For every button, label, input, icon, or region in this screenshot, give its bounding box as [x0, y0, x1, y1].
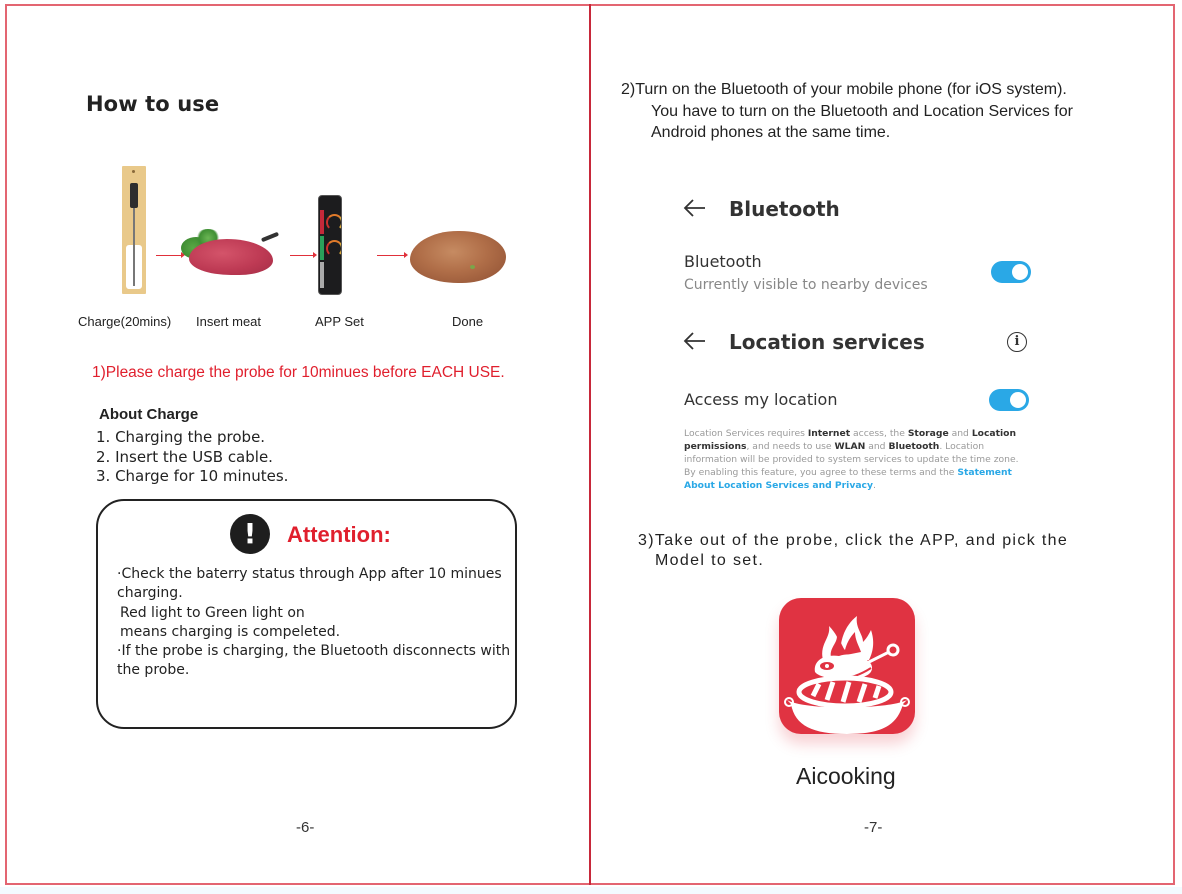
- attention-box: [96, 499, 517, 729]
- info-icon[interactable]: i: [1007, 332, 1027, 352]
- meat-with-probe-image: [181, 229, 277, 277]
- step-2-first-line: 2)Turn on the Bluetooth of your mobile phone (for iOS system).: [621, 81, 1067, 98]
- arrow-right-icon: [290, 255, 314, 256]
- arrow-right-icon: [156, 255, 182, 256]
- description-keyword: Internet: [807, 428, 851, 439]
- privacy-statement-link[interactable]: Statement About Location Services and Privacy: [684, 466, 1012, 491]
- step-label: Insert meat: [196, 314, 262, 329]
- list-item: 3. Charge for 10 minutes.: [96, 467, 289, 485]
- location-description: [684, 428, 1029, 493]
- privacy-link-suffix: .: [872, 479, 876, 491]
- step-label: APP Set: [315, 314, 364, 329]
- list-item: 1. Charging the probe.: [96, 428, 266, 446]
- bluetooth-setting-label: Bluetooth: [684, 252, 762, 271]
- description-keyword: Storage: [907, 428, 949, 439]
- attention-body: [117, 565, 512, 681]
- about-charge-list: [96, 428, 288, 487]
- probe-in-charger-image: [122, 166, 146, 294]
- step-2-continuation: You have to turn on the Bluetooth and Location Services for Android phones at the same time.: [651, 102, 1073, 141]
- description-text: . Location information will be provided to system services to update the time zone. By enabling this feature, you agree to these terms and the: [684, 440, 1019, 478]
- aicooking-app-icon[interactable]: [779, 598, 915, 734]
- left-page: [7, 6, 589, 883]
- description-keyword: Location permissions: [684, 428, 1017, 452]
- description-text: access, the: [850, 428, 908, 439]
- step-2-text: [621, 79, 1141, 144]
- right-page: [591, 6, 1173, 883]
- attention-line: Red light to Green light on: [120, 604, 305, 621]
- description-text: , and needs to use: [746, 440, 835, 452]
- bottom-margin: [0, 887, 1182, 894]
- page-number: -6-: [296, 819, 315, 836]
- cooked-steak-image: [410, 231, 506, 283]
- usage-steps: [7, 156, 589, 336]
- description-keyword: Bluetooth: [888, 440, 940, 452]
- attention-title: Attention:: [287, 522, 391, 547]
- phone-app-image: [318, 195, 342, 295]
- step-3-text: [638, 531, 1108, 571]
- bluetooth-toggle[interactable]: [991, 261, 1031, 283]
- list-item: 2. Insert the USB cable.: [96, 447, 273, 466]
- about-charge-title: About Charge: [99, 406, 199, 423]
- attention-line: means charging is compeleted.: [120, 623, 341, 640]
- charge-warning: 1)Please charge the probe for 10minues before EACH USE.: [92, 364, 505, 381]
- exclamation-icon: !: [230, 514, 270, 554]
- attention-line: ·Check the baterry status through App after 10 minues charging.: [117, 566, 502, 602]
- step-3-continuation: Model to set.: [655, 552, 765, 569]
- back-arrow-icon[interactable]: [683, 198, 707, 218]
- back-arrow-icon[interactable]: [683, 331, 707, 351]
- step-label: Done: [452, 314, 484, 329]
- description-text: and: [865, 440, 889, 452]
- description-text: Location Services requires: [684, 428, 808, 439]
- location-toggle[interactable]: [989, 389, 1029, 411]
- step-label: Charge(20mins): [78, 314, 172, 329]
- description-text: and: [948, 428, 972, 439]
- page-title: How to use: [86, 92, 220, 116]
- attention-line: ·If the probe is charging, the Bluetooth disconnects with the probe.: [117, 643, 511, 679]
- bluetooth-screen-title: Bluetooth: [729, 197, 840, 221]
- bluetooth-setting-subtitle: Currently visible to nearby devices: [684, 277, 928, 293]
- page-number: -7-: [864, 819, 883, 836]
- location-setting-label: Access my location: [684, 390, 838, 409]
- step-3-first-line: 3)Take out of the probe, click the APP, and pick the: [638, 532, 1069, 549]
- app-name-label: Aicooking: [796, 763, 896, 789]
- description-keyword: WLAN: [834, 440, 866, 452]
- grill-flame-icon: [779, 598, 915, 734]
- arrow-right-icon: [377, 255, 405, 256]
- location-screen-title: Location services: [729, 330, 925, 354]
